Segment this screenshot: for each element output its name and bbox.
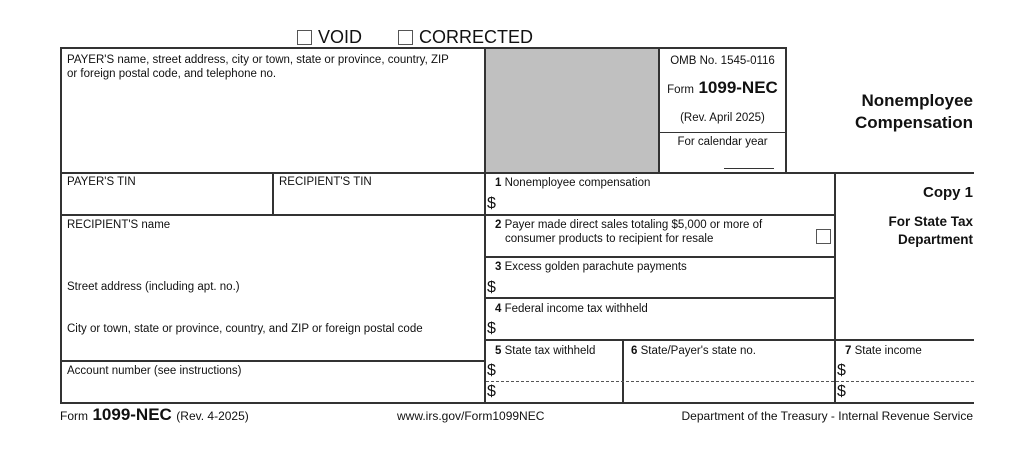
box1-dollar: $ <box>487 195 496 212</box>
void-label: VOID <box>318 27 363 47</box>
recipient-name-label: RECIPIENT'S name <box>67 219 171 231</box>
row-line-4 <box>485 297 835 299</box>
omb-rev: (Rev. April 2025) <box>680 112 765 124</box>
box7-dollar-1: $ <box>837 362 846 379</box>
box4-dollar: $ <box>487 320 496 337</box>
copy-label: Copy 1 <box>922 184 973 201</box>
copy-divider <box>834 172 836 403</box>
state-dashed-line <box>486 381 974 382</box>
center-divider <box>484 47 486 403</box>
row-line-3 <box>485 256 835 258</box>
box7-dollar-2: $ <box>837 383 846 400</box>
box1-label: 1 Nonemployee compensation <box>495 177 651 189</box>
box2-label-1: 2 Payer made direct sales totaling $5,000 or more of <box>495 219 763 231</box>
payer-name-label-1: PAYER'S name, street address, city or town, state or province, country, ZIP <box>67 54 449 66</box>
corrected-checkbox[interactable] <box>398 30 413 45</box>
box6-label: 6 State/Payer's state no. <box>631 345 756 357</box>
row-line-5 <box>485 339 974 341</box>
box5-dollar-1: $ <box>487 362 496 379</box>
payer-tin-label: PAYER'S TIN <box>67 176 136 188</box>
recipient-tin-label: RECIPIENT'S TIN <box>279 176 372 188</box>
payer-name-label-2: or foreign postal code, and telephone no. <box>67 68 277 80</box>
corrected-label: CORRECTED <box>419 27 534 47</box>
tin-divider <box>272 172 274 214</box>
copy-for: For State Tax Department <box>888 214 973 247</box>
box7-label: 7 State income <box>845 345 922 357</box>
bottom-border <box>60 402 974 404</box>
box5-dollar-2: $ <box>487 383 496 400</box>
box2-checkbox[interactable] <box>816 229 831 244</box>
calendar-year-label: For calendar year <box>677 136 768 148</box>
omb-number: OMB No. 1545-0116 <box>670 55 775 67</box>
box3-dollar: $ <box>487 279 496 296</box>
box5-label: 5 State tax withheld <box>495 345 596 357</box>
box6-divider <box>622 339 624 403</box>
row-line-1 <box>60 172 974 174</box>
footer-dept: Department of the Treasury - Internal Revenue Service <box>681 409 973 423</box>
form-title: Nonemployee Compensation <box>854 91 973 132</box>
city-label: City or town, state or province, country, and ZIP or foreign postal code <box>67 323 423 335</box>
account-line <box>60 360 485 362</box>
shaded-box <box>485 48 659 173</box>
footer-form-name: Form 1099-NEC (Rev. 4-2025) <box>60 405 249 424</box>
top-border <box>60 47 786 49</box>
void-checkbox[interactable] <box>297 30 312 45</box>
street-address-label: Street address (including apt. no.) <box>67 281 240 293</box>
payer-name-field[interactable] <box>62 82 482 171</box>
footer-url[interactable]: www.irs.gov/Form1099NEC <box>397 409 545 423</box>
row-line-2 <box>60 214 835 216</box>
box3-label: 3 Excess golden parachute payments <box>495 261 687 273</box>
account-number-label: Account number (see instructions) <box>67 365 242 377</box>
box4-label: 4 Federal income tax withheld <box>495 303 648 315</box>
omb-form-name: Form 1099-NEC <box>667 78 778 97</box>
omb-divider <box>659 132 786 133</box>
calendar-year-line <box>724 168 774 169</box>
box2-label-2: consumer products to recipient for resale <box>505 233 714 245</box>
